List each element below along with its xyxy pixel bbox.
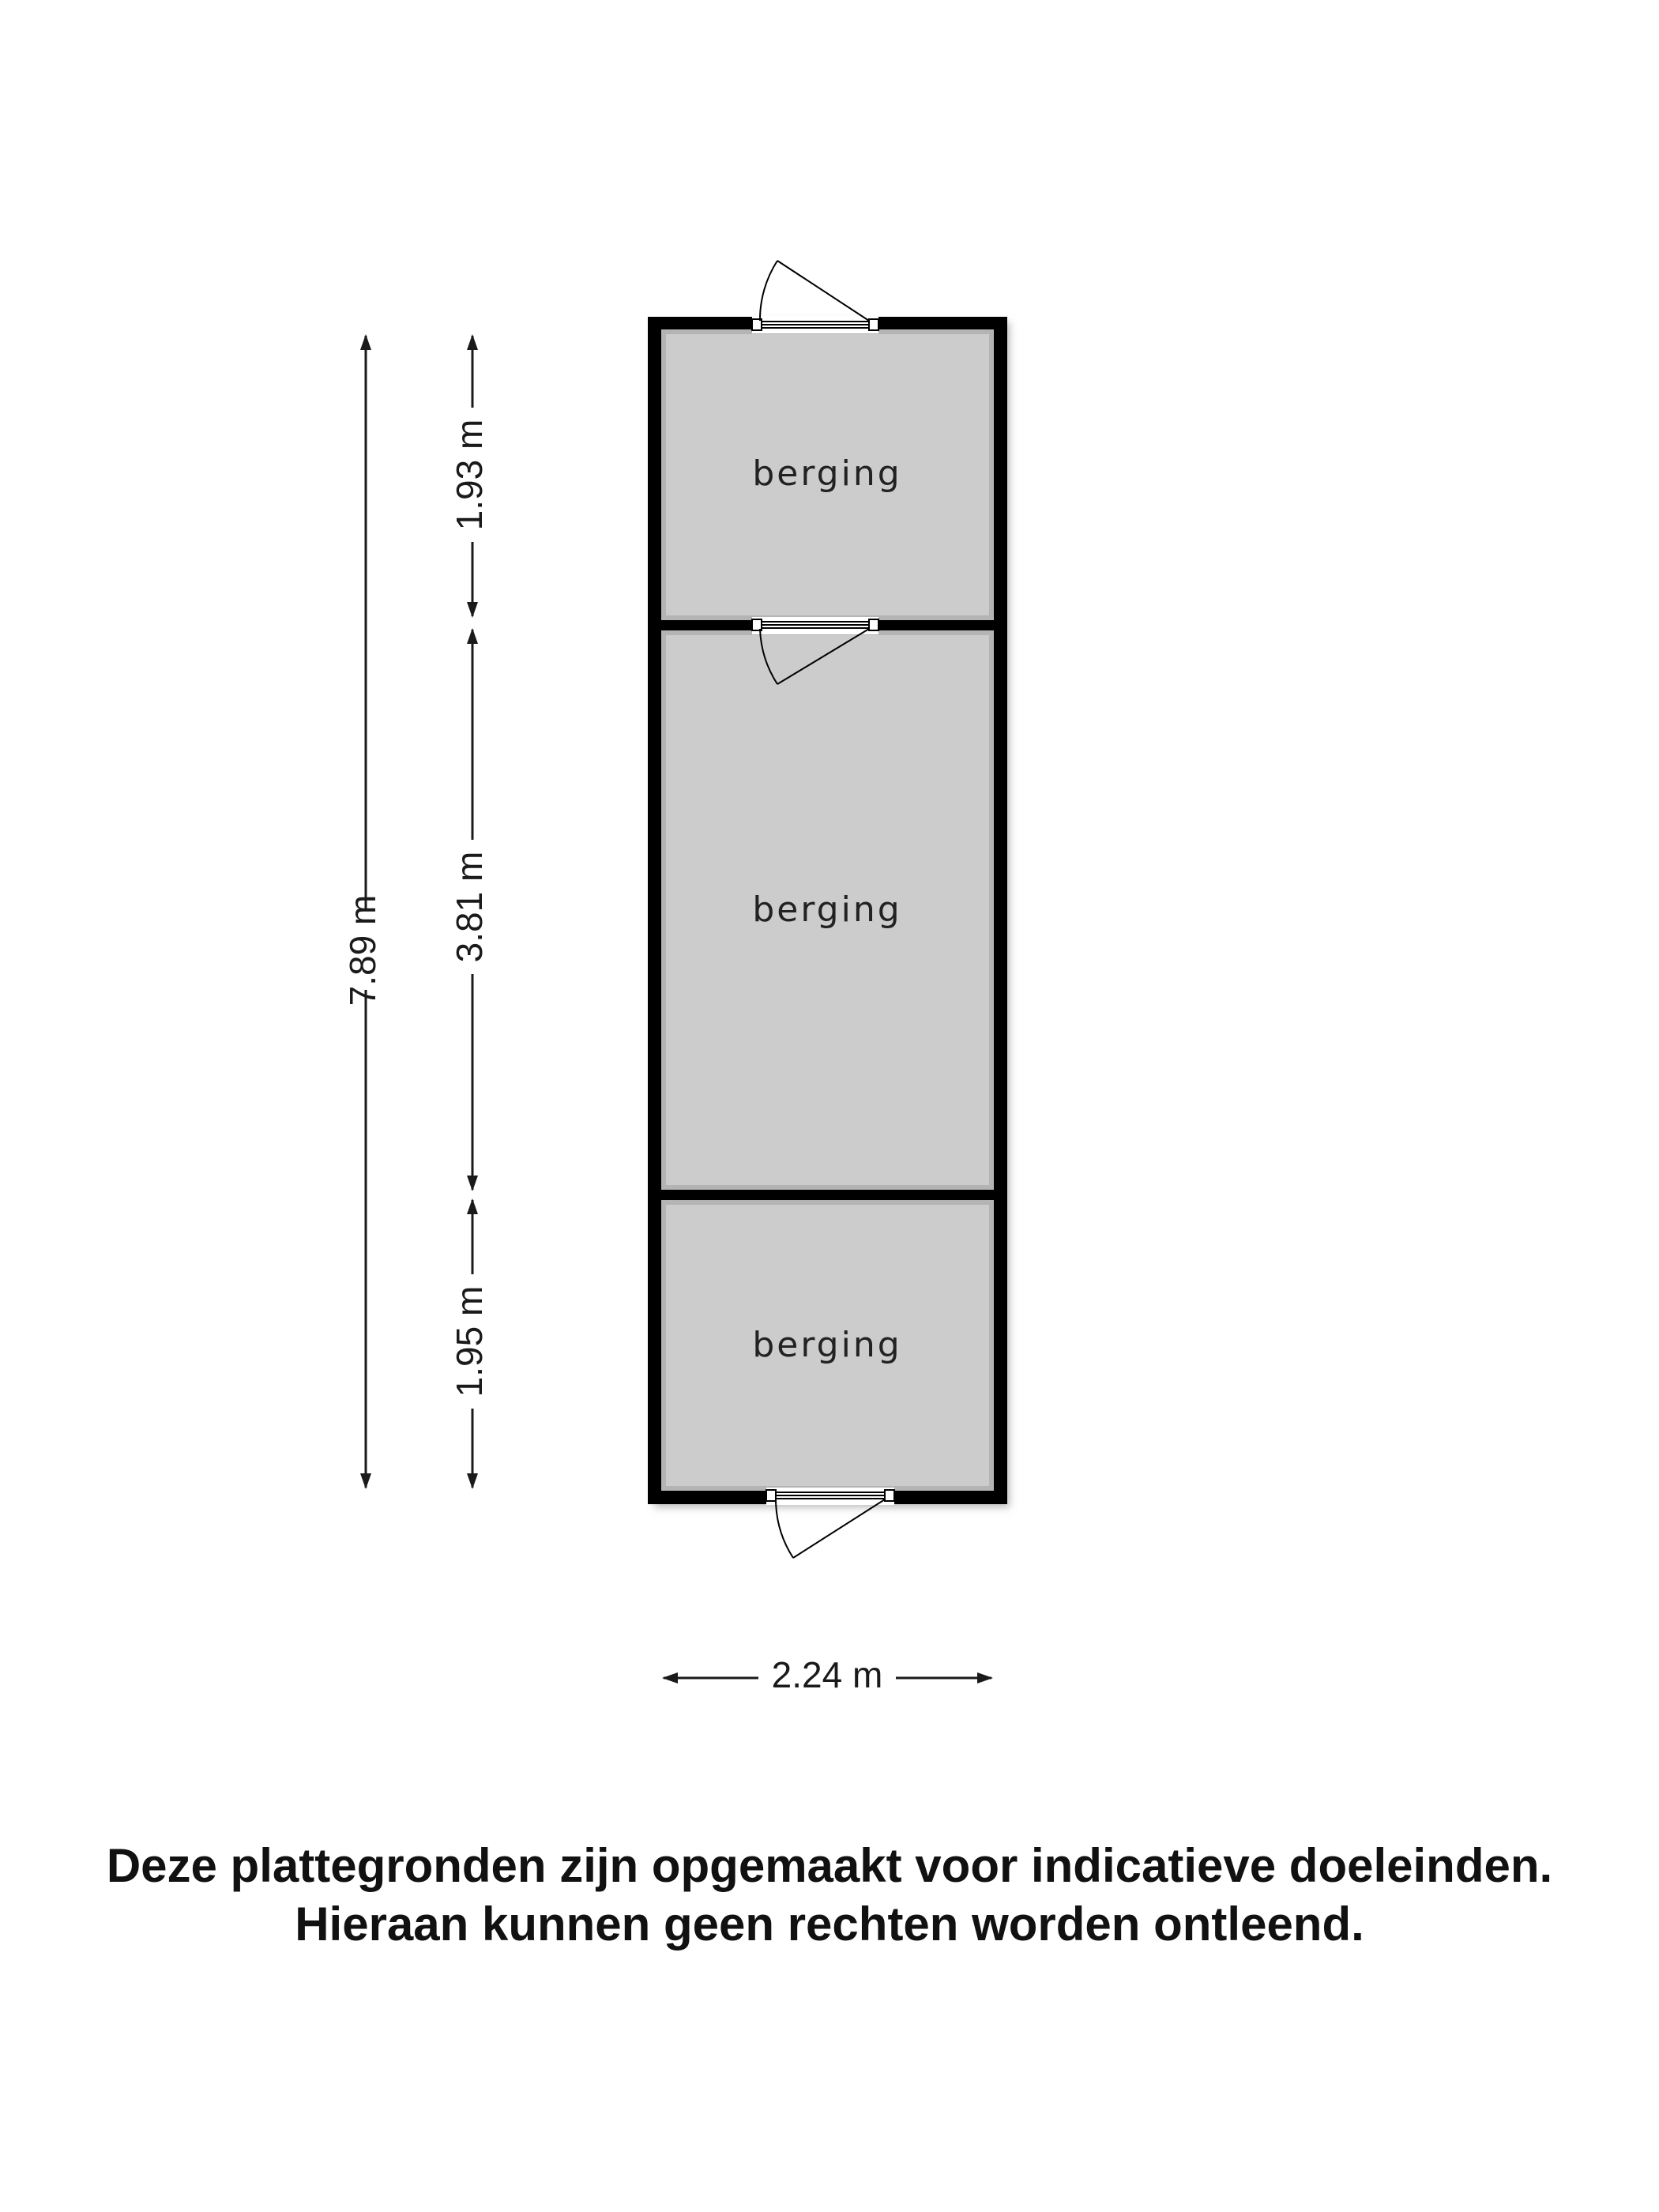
dimension-width-label: 2.24 m bbox=[771, 1654, 883, 1696]
disclaimer-line-2: Hieraan kunnen geen rechten worden ontleend. bbox=[295, 1898, 1364, 1951]
room-label-top: berging bbox=[752, 453, 902, 494]
door-bottom-exterior bbox=[766, 1488, 894, 1558]
disclaimer-line-1: Deze plattegronden zijn opgemaakt voor indicatieve doeleinden. bbox=[106, 1839, 1553, 1892]
dimension-segment-bottom bbox=[449, 1200, 490, 1488]
dimension-segment-middle bbox=[449, 630, 490, 1190]
dimension-width bbox=[664, 1654, 991, 1695]
dimension-total-length bbox=[342, 336, 383, 1488]
door-top-exterior bbox=[752, 261, 878, 333]
dimension-total-label: 7.89 m bbox=[342, 894, 384, 1006]
dimension-segment-middle-label: 3.81 m bbox=[449, 851, 491, 963]
dimension-segment-top bbox=[449, 336, 490, 616]
dimension-segment-bottom-label: 1.95 m bbox=[449, 1285, 491, 1398]
room-label-bottom: berging bbox=[752, 1325, 902, 1365]
dimension-segment-top-label: 1.93 m bbox=[449, 419, 491, 531]
room-label-middle: berging bbox=[752, 890, 902, 930]
